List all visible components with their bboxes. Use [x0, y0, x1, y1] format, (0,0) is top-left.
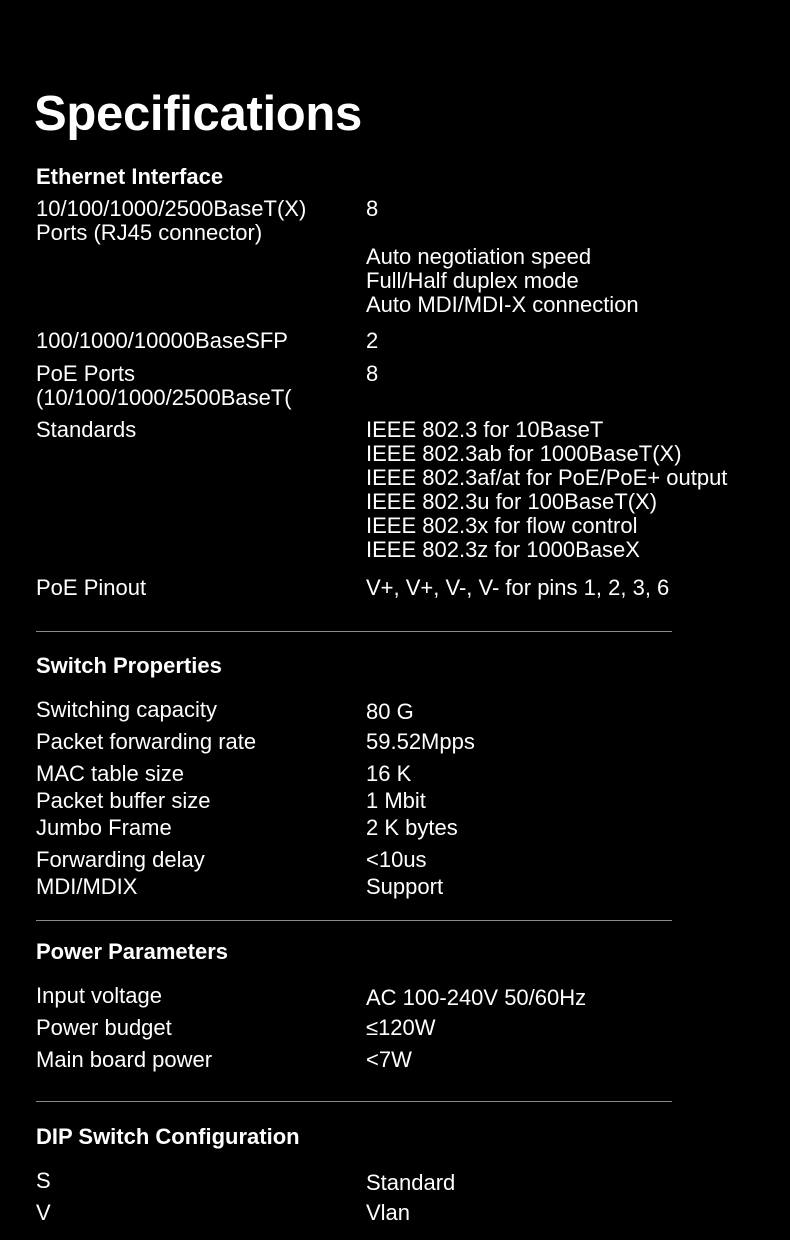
- spec-label: MDI/MDIX: [36, 874, 138, 899]
- spec-value-line: 80 G: [366, 699, 414, 724]
- spec-label: PoE Ports (10/100/1000/2500BaseT(: [36, 361, 292, 410]
- spec-value: [366, 1048, 766, 1072]
- spec-value: [366, 197, 766, 317]
- spec-value: [366, 789, 766, 813]
- spec-value: [366, 730, 766, 754]
- spec-label: Power budget: [36, 1015, 172, 1040]
- section-heading: DIP Switch Configuration: [36, 1124, 300, 1149]
- spec-value: [366, 1016, 766, 1040]
- spec-value-line: 16 K: [366, 761, 412, 786]
- spec-value-line: 2: [366, 328, 379, 353]
- spec-label: 10/100/1000/2500BaseT(X) Ports (RJ45 connector): [36, 196, 307, 245]
- spec-value: [366, 329, 766, 353]
- spec-value-line: IEEE 802.3z for 1000BaseX: [366, 537, 640, 562]
- spec-value-line: IEEE 802.3ab for 1000BaseT(X): [366, 441, 682, 466]
- section-heading: Ethernet Interface: [36, 164, 224, 189]
- spec-value-line: Standard: [366, 1170, 456, 1195]
- spec-value-line: IEEE 802.3x for flow control: [366, 513, 638, 538]
- spec-value-line: [366, 221, 766, 245]
- spec-label: Switching capacity: [36, 697, 217, 722]
- spec-value-line: Auto negotiation speed: [366, 244, 592, 269]
- spec-value-line: V+, V+, V-, V- for pins 1, 2, 3, 6: [366, 575, 670, 600]
- spec-value: [366, 986, 766, 1010]
- spec-label: Main board power: [36, 1047, 213, 1072]
- section-divider: [36, 631, 672, 632]
- spec-value-line: Auto MDI/MDI-X connection: [366, 292, 639, 317]
- spec-value-line: <7W: [366, 1047, 412, 1072]
- spec-value-line: 1 Mbit: [366, 788, 426, 813]
- spec-label: Packet buffer size: [36, 788, 211, 813]
- section-heading: Power Parameters: [36, 939, 228, 964]
- spec-value-line: IEEE 802.3af/at for PoE/PoE+ output: [366, 465, 728, 490]
- spec-value-line: Full/Half duplex mode: [366, 268, 579, 293]
- spec-value-line: Vlan: [366, 1200, 411, 1225]
- spec-label: Packet forwarding rate: [36, 729, 257, 754]
- spec-value-line: 59.52Mpps: [366, 729, 475, 754]
- spec-label: Jumbo Frame: [36, 815, 172, 840]
- spec-value-line: IEEE 802.3u for 100BaseT(X): [366, 489, 658, 514]
- section-divider: [36, 1101, 672, 1102]
- spec-value-line: 8: [366, 196, 379, 221]
- spec-value-line: <10us: [366, 847, 427, 872]
- spec-label: MAC table size: [36, 761, 184, 786]
- page-title: Specifications: [34, 87, 363, 141]
- spec-value: [366, 762, 766, 786]
- spec-value: [366, 816, 766, 840]
- section-ethernet-interface: [36, 164, 756, 604]
- section-switch-properties: [36, 653, 756, 903]
- spec-value-line: ≤120W: [366, 1015, 436, 1040]
- section-heading: Switch Properties: [36, 653, 222, 678]
- section-power-parameters: [36, 939, 756, 1079]
- spec-label: Input voltage: [36, 983, 162, 1008]
- spec-value: [366, 362, 766, 386]
- spec-value: [366, 418, 766, 562]
- spec-value-line: Support: [366, 874, 444, 899]
- spec-value: [366, 848, 766, 872]
- spec-value-line: 2 K bytes: [366, 815, 458, 840]
- spec-label: 100/1000/10000BaseSFP: [36, 328, 288, 353]
- spec-value-line: 8: [366, 361, 379, 386]
- spec-value: [366, 1171, 766, 1195]
- spec-label: S: [36, 1168, 51, 1193]
- spec-label: Forwarding delay: [36, 847, 205, 872]
- spec-value-line: IEEE 802.3 for 10BaseT: [366, 417, 604, 442]
- spec-value: [366, 576, 766, 600]
- spec-value: [366, 700, 766, 724]
- spec-label: Standards: [36, 417, 137, 442]
- spec-value: [366, 875, 766, 899]
- spec-value: [366, 1201, 766, 1225]
- section-divider: [36, 920, 672, 921]
- section-dip-switch-configuration: [36, 1124, 756, 1234]
- spec-label: PoE Pinout: [36, 575, 147, 600]
- spec-label: V: [36, 1200, 51, 1225]
- spec-value-line: AC 100-240V 50/60Hz: [366, 985, 587, 1010]
